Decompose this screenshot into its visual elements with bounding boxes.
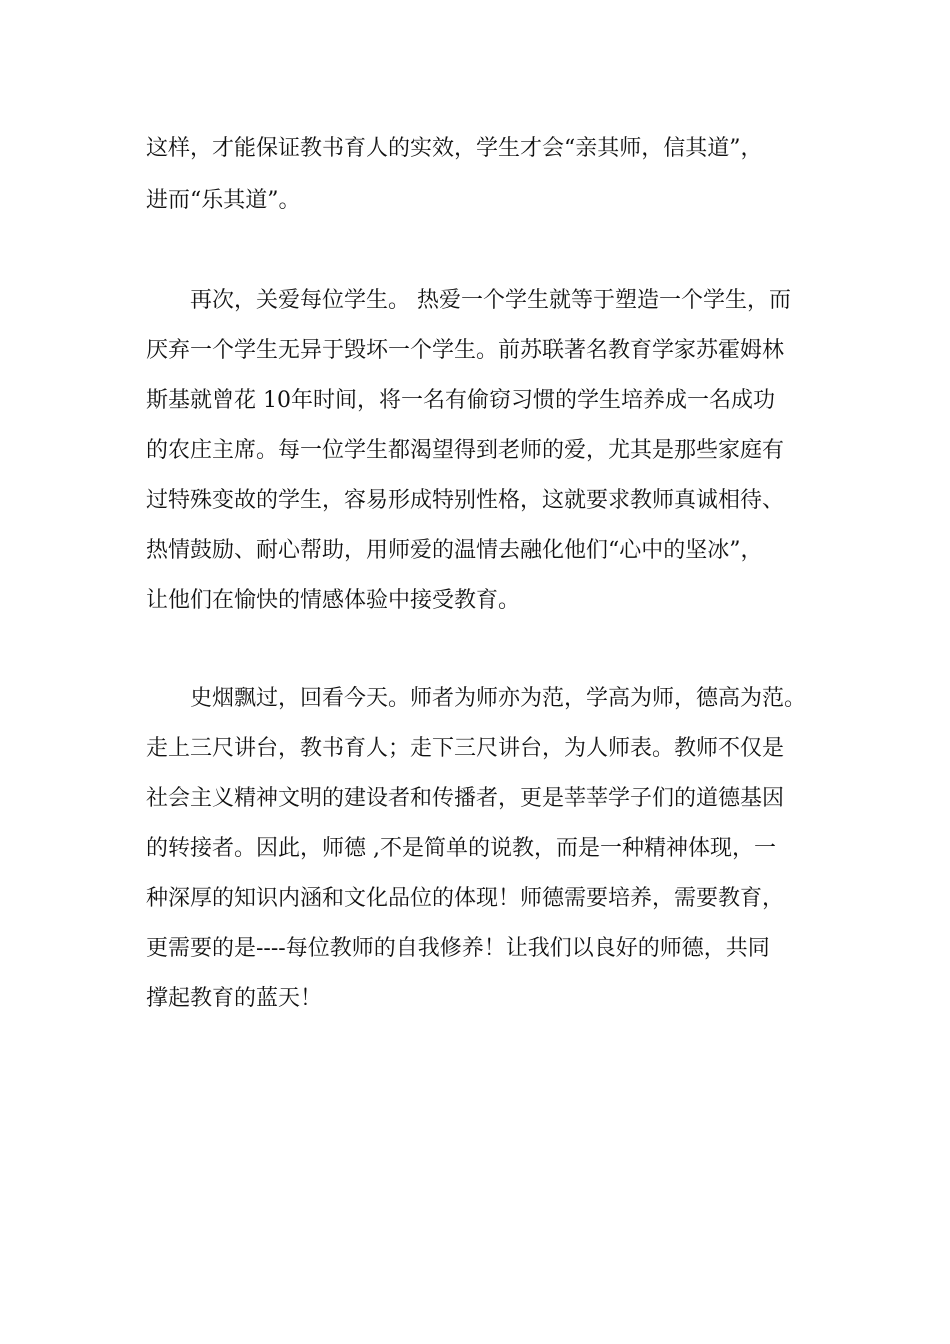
- text-line: 再次，关爱每位学生。 热爱一个学生就等于塑造一个学生，而: [146, 288, 791, 313]
- text-line: 种深厚的知识内涵和文化品位的体现！师德需要培养，需要教育，: [146, 886, 785, 911]
- text-line: 撑起教育的蓝天！: [146, 986, 323, 1011]
- text-line: 社会主义精神文明的建设者和传播者，更是莘莘学子们的道德基因: [146, 786, 785, 811]
- text-line: 热情鼓励、耐心帮助，用师爱的温情去融化他们“心中的坚冰”，: [146, 538, 763, 563]
- text-line: 走上三尺讲台，教书育人；走下三尺讲台，为人师表。教师不仅是: [146, 736, 785, 761]
- text-line: 的农庄主席。每一位学生都渴望得到老师的爱，尤其是那些家庭有: [146, 438, 785, 463]
- text-line: 过特殊变故的学生，容易形成特别性格，这就要求教师真诚相待、: [146, 488, 785, 513]
- text-line: 更需要的是----每位教师的自我修养！让我们以良好的师德，共同: [146, 936, 770, 961]
- text-line: 这样，才能保证教书育人的实效，学生才会“亲其师，信其道”，: [146, 136, 763, 161]
- text-line: 进而“乐其道”。: [146, 188, 301, 213]
- text-line: 史烟飘过，回看今天。师者为师亦为范，学高为师，德高为范。: [146, 686, 807, 711]
- text-line: 的转接者。因此，师德 ,不是简单的说教，而是一种精神体现，一: [146, 836, 776, 861]
- text-line: 斯基就曾花 10年时间，将一名有偷窃习惯的学生培养成一名成功: [146, 388, 775, 413]
- text-line: 厌弃一个学生无异于毁坏一个学生。前苏联著名教育学家苏霍姆林: [146, 338, 785, 363]
- text-line: 让他们在愉快的情感体验中接受教育。: [146, 588, 521, 613]
